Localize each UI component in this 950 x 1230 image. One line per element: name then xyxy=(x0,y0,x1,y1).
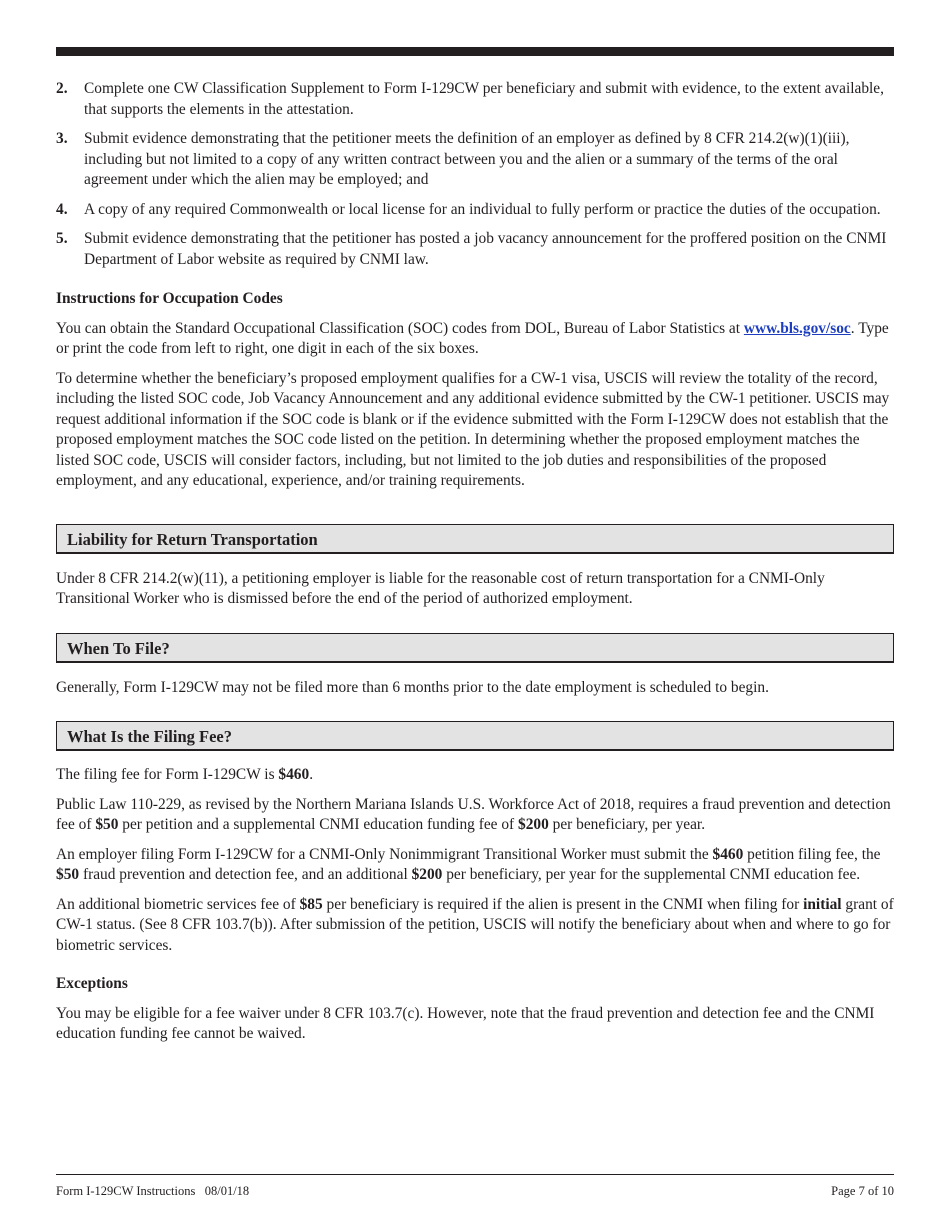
fee-text: The filing fee for Form I-129CW is xyxy=(56,766,279,783)
fee-text: per beneficiary, per year. xyxy=(548,816,706,833)
list-item xyxy=(56,79,894,120)
fee-text: An employer filing Form I-129CW for a CNMI-Only Nonimmigrant Transitional Worker must submit the xyxy=(56,845,713,863)
occupation-codes-heading: Instructions for Occupation Codes xyxy=(56,290,283,307)
evidence-list xyxy=(56,79,894,270)
when-to-file-paragraph: Generally, Form I-129CW may not be filed more than 6 months prior to the date employment is scheduled to begin. xyxy=(56,678,769,696)
fee-amount: $460 xyxy=(712,845,744,863)
public-law-paragraph xyxy=(56,795,894,836)
occupation-review-paragraph: To determine whether the beneficiary’s proposed employment qualifies for a CW-1 visa, USCIS will review the totality of the record, including the listed SOC code, Job Vacancy Announcement and any additional evidence submitted by the CW-1 petitioner. USCIS may request additional information if the SOC code is blank or if the evidence submitted with the Form I-129CW does not establish that the proposed employment matches the SOC code listed on the petition. In determining whether the proposed employment matches the listed SOC code, USCIS will consider factors, including, but not limited to the job duties and responsibilities of the proposed employment, and any educational, experience, and/or training requirements. xyxy=(56,369,890,489)
fee-text: fraud prevention and detection fee, and an additional xyxy=(79,866,412,883)
footer-form-id: Form I-129CW Instructions 08/01/18 xyxy=(56,1184,250,1198)
biometric-fee-paragraph xyxy=(56,895,894,957)
list-item-text: Complete one CW Classification Supplement to Form I-129CW per beneficiary and submit with evidence, to the extent available, that supports the elements in the attestation. xyxy=(84,80,884,118)
section-header-filing-fee: What Is the Filing Fee? xyxy=(56,721,894,751)
list-item-number: 4. xyxy=(56,200,68,218)
list-item xyxy=(56,200,894,221)
section-header-when-to-file: When To File? xyxy=(56,633,894,663)
fee-text: An additional biometric services fee of xyxy=(56,895,300,913)
employer-fee-paragraph xyxy=(56,845,894,886)
footer-page-number: Page 7 of 10 xyxy=(831,1184,894,1198)
list-item-text: Submit evidence demonstrating that the petitioner has posted a job vacancy announcement for the proffered position on the CNMI Department of Labor website as required by CNMI law. xyxy=(84,230,887,268)
list-item-number: 3. xyxy=(56,130,68,147)
exceptions-heading: Exceptions xyxy=(56,975,128,992)
occupation-text-a: You can obtain the Standard Occupational Classification (SOC) codes from DOL, Bureau of Labor Statistics at xyxy=(56,319,744,337)
occupation-codes-paragraph xyxy=(56,319,894,360)
fee-text: petition filing fee, the xyxy=(743,845,881,863)
list-item xyxy=(56,229,894,270)
fee-amount: $50 xyxy=(95,816,119,833)
liability-paragraph: Under 8 CFR 214.2(w)(11), a petitioning employer is liable for the reasonable cost of return transportation for a CNMI-Only Transitional Worker who is dismissed before the end of the period of authorized employment. xyxy=(56,569,825,607)
occupation-text-b: . Type or print the code from left to right, one digit in each of the six boxes. xyxy=(56,319,889,357)
list-item-text: A copy of any required Commonwealth or local license for an individual to fully perform or practice the duties of the occupation. xyxy=(84,200,881,218)
fee-text: . xyxy=(309,766,314,783)
header-rule xyxy=(56,47,894,56)
fee-text: per beneficiary is required if the alien is present in the CNMI when filing for xyxy=(322,895,804,913)
fee-text: Public Law 110-229, as revised by the Northern Mariana Islands U.S. Workforce Act of 2018, requires a fraud prevention and detection fee of xyxy=(56,795,891,833)
fee-amount: $50 xyxy=(56,866,80,883)
fee-emphasis: initial xyxy=(803,895,842,913)
list-item xyxy=(56,129,894,191)
fee-amount: $460 xyxy=(278,766,310,783)
fee-amount: $200 xyxy=(518,816,549,833)
list-item-number: 2. xyxy=(56,80,68,97)
filing-fee-paragraph xyxy=(56,765,894,786)
fee-text: per beneficiary, per year for the supplemental CNMI education fee. xyxy=(442,866,861,883)
fee-text: per petition and a supplemental CNMI education funding fee of xyxy=(118,816,519,833)
list-item-number: 5. xyxy=(56,230,68,247)
fee-amount: $200 xyxy=(411,866,443,883)
exceptions-paragraph: You may be eligible for a fee waiver under 8 CFR 103.7(c). However, note that the fraud prevention and detection fee and the CNMI education funding fee cannot be waived. xyxy=(56,1004,875,1042)
footer-rule xyxy=(56,1174,894,1175)
list-item-text: Submit evidence demonstrating that the petitioner meets the definition of an employer as defined by 8 CFR 214.2(w)(1)(iii), including but not limited to a copy of any written contract between you and the alien or a summary of the terms of the oral agreement under which the alien may be employed; and xyxy=(84,130,850,188)
bls-soc-link[interactable]: www.bls.gov/soc xyxy=(743,319,851,337)
fee-amount: $85 xyxy=(299,895,323,913)
section-header-liability: Liability for Return Transportation xyxy=(56,524,894,554)
page-content xyxy=(56,79,894,1045)
fee-text: grant of CW-1 status. (See 8 CFR 103.7(b)). After submission of the petition, USCIS will notify the beneficiary about when and where to go for biometric services. xyxy=(56,895,894,954)
